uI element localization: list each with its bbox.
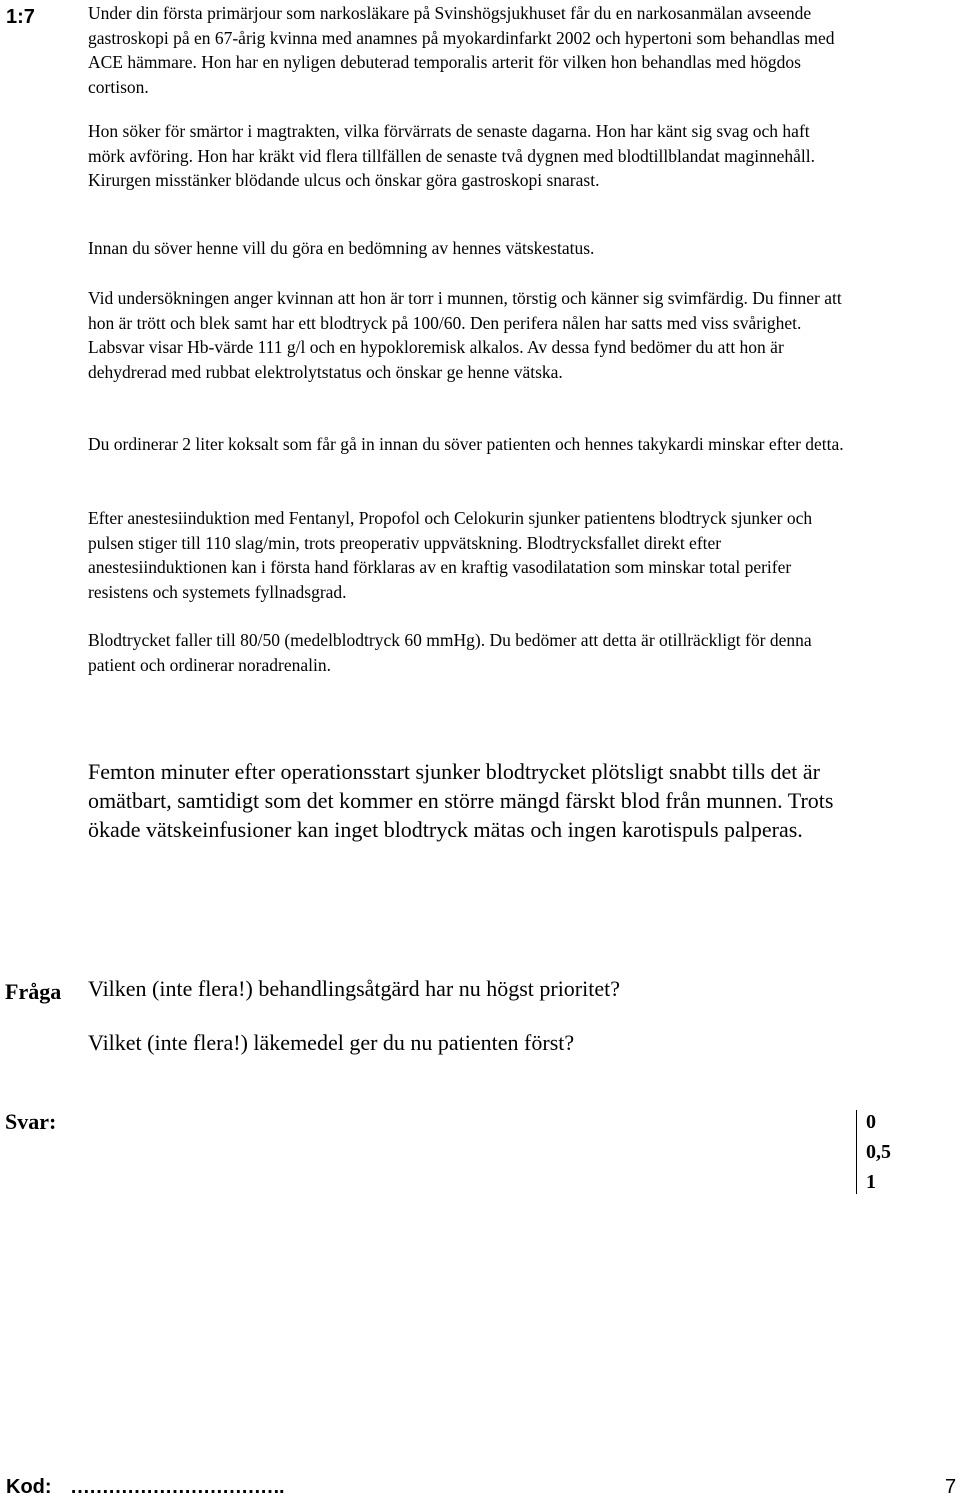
case-paragraph-5: Du ordinerar 2 liter koksalt som får gå in innan du söver patienten och hennes takykardi minskar efter detta. bbox=[88, 434, 844, 454]
page-number: 7 bbox=[945, 1476, 957, 1498]
question-line-1: Vilken (inte flera!) behandlingsåtgärd har nu högst prioritet? bbox=[88, 976, 620, 1001]
score-option-half: 0,5 bbox=[866, 1141, 891, 1163]
code-label: Kod: bbox=[6, 1476, 52, 1498]
case-paragraph-7: Blodtrycket faller till 80/50 (medelblodtryck 60 mmHg). Du bedömer att detta är otillräckligt för denna patient och ordinerar noradrenalin. bbox=[88, 630, 812, 675]
case-paragraph-1: Under din första primärjour som narkosläkare på Svinshögsjukhuset får du en narkosanmälan avseende gastroskopi på en 67-årig kvinna med anamnes på myokardinfarkt 2002 och hypertoni som behandlas med ACE hämmare. Hon har en nyligen debuterad temporalis arterit för vilken hon behandlas med högdos cortison. bbox=[88, 3, 835, 97]
question-line-2: Vilket (inte flera!) läkemedel ger du nu patienten först? bbox=[88, 1030, 575, 1055]
code-field: ……………………………. bbox=[70, 1476, 284, 1498]
score-option-0: 0 bbox=[866, 1111, 876, 1133]
case-paragraph-4: Vid undersökningen anger kvinnan att hon är torr i munnen, törstig och känner sig svimfärdig. Du finner att hon är trött och blek samt har ett blodtryck på 100/60. Den perifera nålen har satts med viss svårighet. Labsvar visar Hb-värde 111 g/l och en hypokloremisk alkalos. Av dessa fynd bedömer du att hon är dehydrerad med rubbat elektrolytstatus och önskar ge henne vätska. bbox=[88, 288, 842, 382]
score-divider bbox=[856, 1110, 857, 1194]
case-paragraph-3: Innan du söver henne vill du göra en bedömning av hennes vätskestatus. bbox=[88, 238, 595, 258]
scenario-text: Femton minuter efter operationsstart sjunker blodtrycket plötsligt snabbt tills det är omätbart, samtidigt som det kommer en större mängd färskt blod från munnen. Trots ökade vätskeinfusioner kan inget blodtryck mätas och ingen karotispuls palperas. bbox=[88, 759, 834, 842]
case-paragraph-6: Efter anestesiinduktion med Fentanyl, Propofol och Celokurin sjunker patientens blodtryck sjunker och pulsen stiger till 110 slag/min, trots preoperativ uppvätskning. Blodtrycksfallet direkt efter anestesiinduktionen kan i första hand förklaras av en kraftig vasodilatation som minskar total perifer resistens och systemets fyllnadsgrad. bbox=[88, 508, 813, 602]
case-paragraph-2: Hon söker för smärtor i magtrakten, vilka förvärrats de senaste dagarna. Hon har känt sig svag och haft mörk avföring. Hon har kräkt vid flera tillfällen de senaste två dygnen med blodtillblandat maginnehåll. Kirurgen misstänker blödande ulcus och önskar göra gastroskopi snarast. bbox=[88, 121, 816, 190]
answer-label: Svar: bbox=[5, 1109, 57, 1134]
score-option-1: 1 bbox=[866, 1171, 876, 1193]
question-number: 1:7 bbox=[6, 6, 35, 28]
question-label: Fråga bbox=[5, 979, 62, 1004]
